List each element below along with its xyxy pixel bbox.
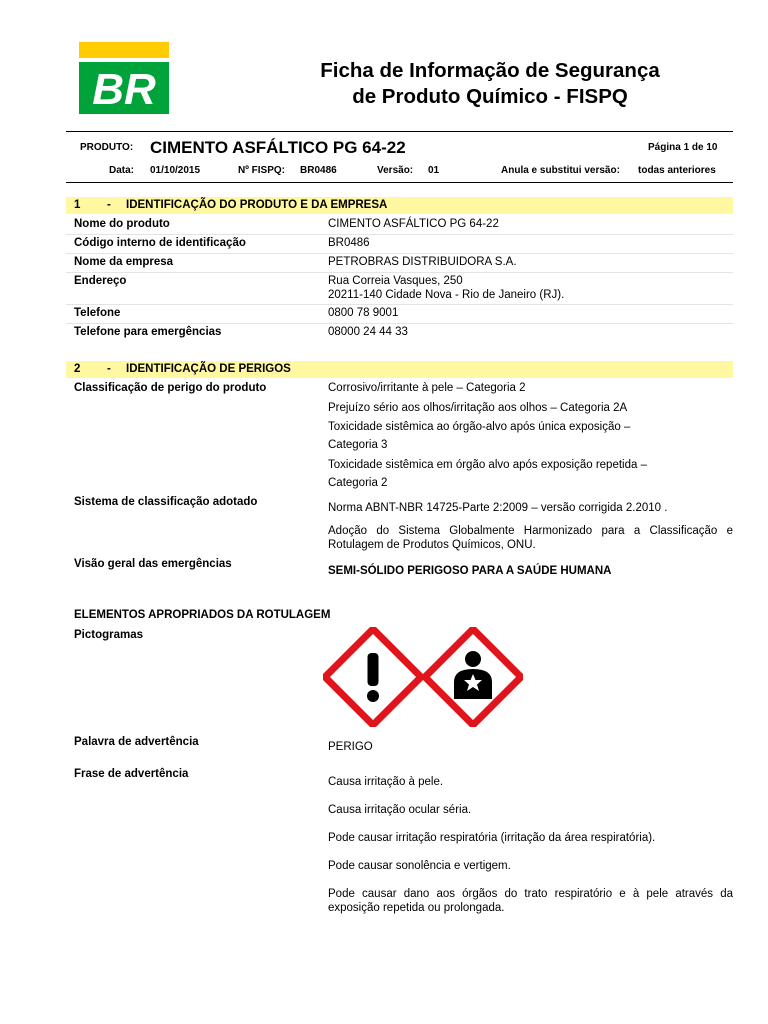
section-1-number: 1	[74, 199, 81, 211]
header-top-rule	[66, 131, 733, 132]
codigo-interno-label: Código interno de identificação	[74, 237, 246, 249]
produto-label: PRODUTO:	[80, 142, 134, 153]
row-divider	[66, 253, 733, 254]
health-hazard-pictogram-icon	[423, 627, 523, 727]
section-2-dash: -	[107, 363, 111, 375]
nome-empresa-value: PETROBRAS DISTRIBUIDORA S.A.	[328, 256, 517, 268]
versao-value: 01	[428, 165, 440, 176]
pictogramas-label: Pictogramas	[74, 629, 144, 641]
visao-geral-value: SEMI-SÓLIDO PERIGOSO PARA A SAÚDE HUMANA	[328, 565, 612, 577]
document-title-line1: Ficha de Informação de Segurança	[320, 59, 660, 82]
classificacao-item: Prejuízo sério aos olhos/irritação aos olhos – Categoria 2A	[328, 402, 628, 414]
document-title-line2: de Produto Químico - FISPQ	[352, 85, 628, 108]
visao-geral-label: Visão geral das emergências	[74, 558, 232, 570]
classificacao-item: Toxicidade sistêmica ao órgão-alvo após única exposição –	[328, 421, 631, 433]
row-divider	[66, 304, 733, 305]
telefone-emergencia-value: 08000 24 44 33	[328, 326, 408, 338]
fispq-value: BR0486	[300, 165, 337, 176]
header-bottom-rule	[66, 182, 733, 183]
sistema-classificacao-label: Sistema de classificação adotado	[74, 496, 258, 508]
svg-text:BR: BR	[92, 65, 156, 114]
anula-label: Anula e substitui versão:	[501, 165, 620, 176]
page-indicator: Página 1 de 10	[648, 142, 718, 153]
sistema-classificacao-norma: Norma ABNT-NBR 14725-Parte 2:2009 – versão corrigida 2.2010 .	[328, 502, 668, 514]
section-1-title: IDENTIFICAÇÃO DO PRODUTO E DA EMPRESA	[126, 199, 388, 211]
telefone-emergencia-label: Telefone para emergências	[74, 326, 222, 338]
telefone-value: 0800 78 9001	[328, 307, 399, 319]
frase-advertencia-label: Frase de advertência	[74, 768, 189, 780]
classificacao-item: Categoria 2	[328, 477, 388, 489]
endereco-line2: 20211-140 Cidade Nova - Rio de Janeiro (RJ).	[328, 289, 565, 301]
data-label: Data:	[109, 165, 135, 176]
endereco-label: Endereço	[74, 275, 127, 287]
frase-advertencia-item: Pode causar dano aos órgãos do trato respiratório e à pele através da exposição repetida ou prolongada.	[328, 888, 733, 914]
classificacao-label: Classificação de perigo do produto	[74, 382, 267, 394]
produto-value: CIMENTO ASFÁLTICO PG 64-22	[150, 138, 406, 157]
palavra-advertencia-value: PERIGO	[328, 741, 373, 753]
codigo-interno-value: BR0486	[328, 237, 370, 249]
endereco-line1: Rua Correia Vasques, 250	[328, 275, 463, 287]
section-2-title: IDENTIFICAÇÃO DE PERIGOS	[126, 363, 291, 375]
sistema-classificacao-ghs: Adoção do Sistema Globalmente Harmonizado para a Classificação e Rotulagem de Produtos Químicos, ONU.	[328, 525, 733, 551]
frase-advertencia-item: Pode causar irritação respiratória (irritação da área respiratória).	[328, 832, 656, 844]
telefone-label: Telefone	[74, 307, 121, 319]
rotulagem-title: ELEMENTOS APROPRIADOS DA ROTULAGEM	[74, 609, 331, 621]
fispq-label: Nº FISPQ:	[238, 165, 285, 176]
exclamation-mark-pictogram-icon	[323, 627, 423, 727]
classificacao-item: Categoria 3	[328, 439, 388, 451]
nome-produto-label: Nome do produto	[74, 218, 170, 230]
row-divider	[66, 234, 733, 235]
frase-advertencia-item: Causa irritação ocular séria.	[328, 804, 472, 816]
frase-advertencia-item: Pode causar sonolência e vertigem.	[328, 860, 511, 872]
versao-label: Versão:	[377, 165, 414, 176]
section-2-header	[66, 361, 733, 378]
nome-empresa-label: Nome da empresa	[74, 256, 174, 268]
row-divider	[66, 323, 733, 324]
nome-produto-value: CIMENTO ASFÁLTICO PG 64-22	[328, 218, 499, 230]
section-2-number: 2	[74, 363, 81, 375]
classificacao-item: Toxicidade sistêmica em órgão alvo após exposição repetida –	[328, 459, 647, 471]
br-logo	[79, 42, 169, 114]
anula-value: todas anteriores	[638, 165, 716, 176]
frase-advertencia-item: Causa irritação à pele.	[328, 776, 444, 788]
section-1-dash: -	[107, 199, 111, 211]
palavra-advertencia-label: Palavra de advertência	[74, 736, 199, 748]
row-divider	[66, 272, 733, 273]
data-value: 01/10/2015	[150, 165, 201, 176]
section-1-header	[66, 197, 733, 214]
classificacao-item: Corrosivo/irritante à pele – Categoria 2	[328, 382, 526, 394]
